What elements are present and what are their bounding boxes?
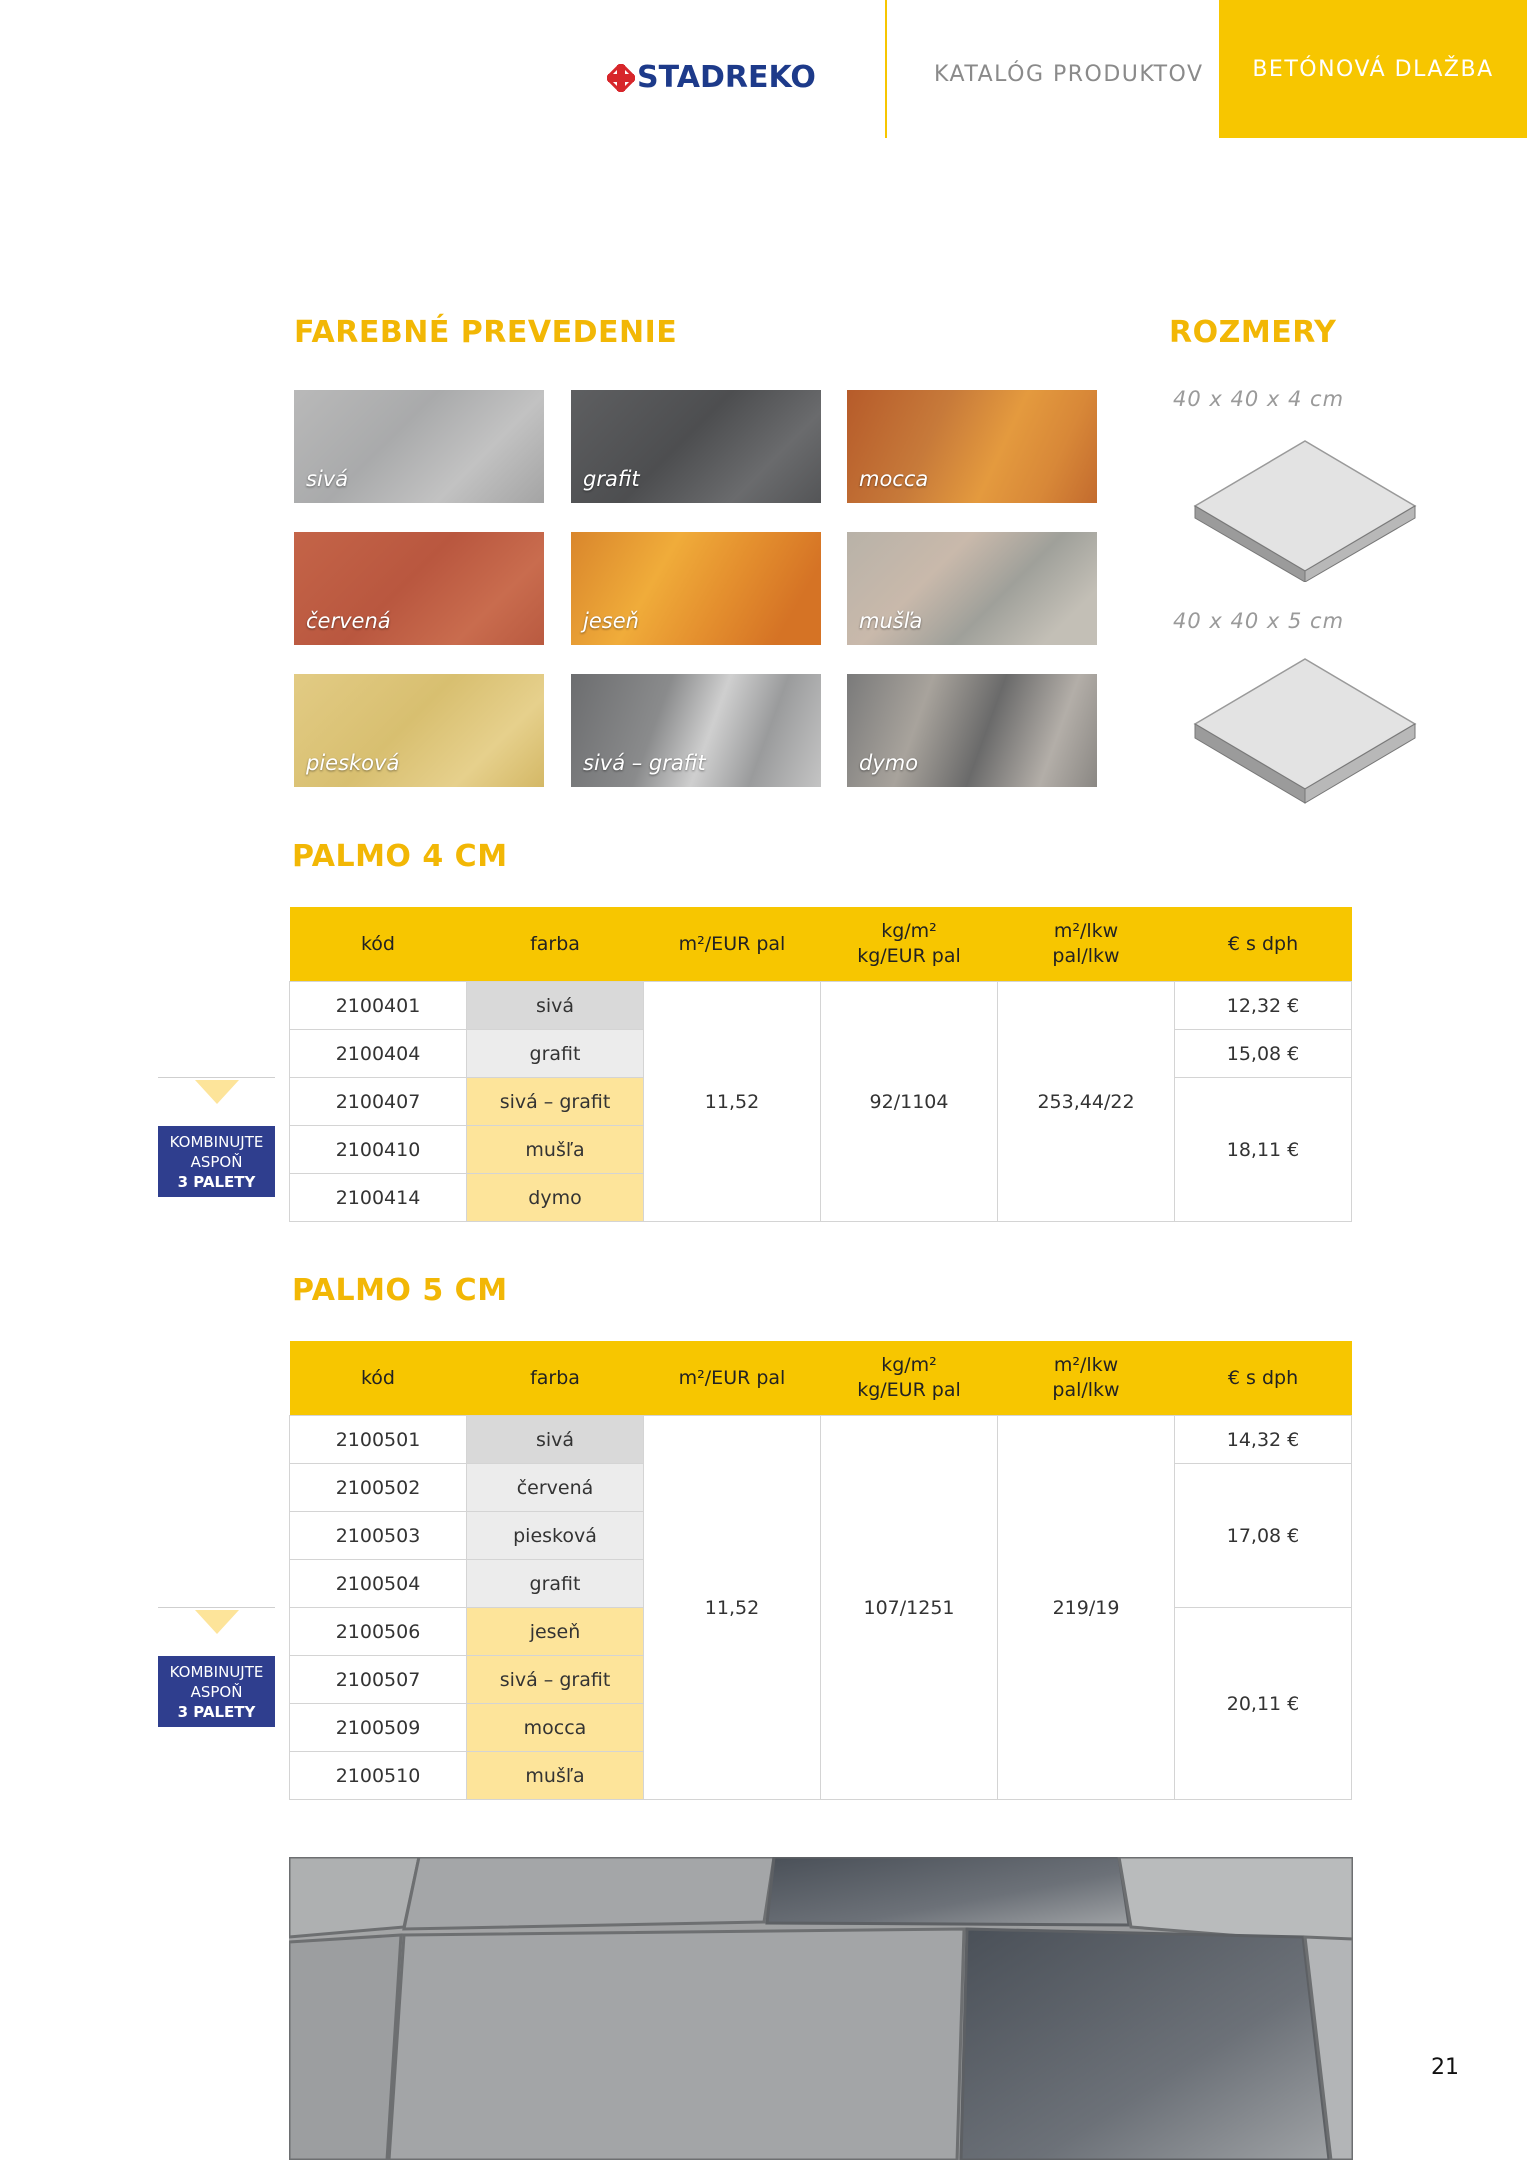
col-header-price: € s dph (1175, 907, 1352, 982)
col-header-farba: farba (467, 907, 644, 982)
swatch-siva-grafit (571, 674, 821, 787)
logo-star-icon (607, 64, 635, 92)
logo-text: STADREKO (637, 60, 816, 95)
page-number: 21 (1431, 2055, 1459, 2080)
swatch-label: dymo (859, 751, 919, 775)
code-cell: 2100404 (290, 1030, 467, 1078)
brand-logo (607, 55, 847, 100)
col-header-kod: kód (290, 907, 467, 982)
color-cell: červená (467, 1464, 644, 1512)
kombinujte-divider (158, 1077, 275, 1078)
kg-cell: 92/1104 (821, 982, 998, 1222)
code-cell: 2100414 (290, 1174, 467, 1222)
kombinujte-badge (158, 1656, 275, 1727)
kombinujte-line3: 3 PALETY (177, 1702, 256, 1721)
paving-photo (289, 1857, 1353, 2160)
swatch-label: piesková (306, 751, 400, 775)
table-row (290, 1416, 1352, 1464)
table-header-row (290, 907, 1352, 982)
swatch-mocca (847, 390, 1097, 503)
swatch-label: mušľa (859, 609, 923, 633)
price-cell: 17,08 € (1175, 1464, 1352, 1608)
price-cell: 14,32 € (1175, 1416, 1352, 1464)
swatch-label: červená (306, 609, 391, 633)
col-header-m2-eur-pal: m²/EUR pal (644, 907, 821, 982)
code-cell: 2100501 (290, 1416, 467, 1464)
kombinujte-arrow-icon (195, 1080, 239, 1104)
color-cell: grafit (467, 1560, 644, 1608)
price-cell: 20,11 € (1175, 1608, 1352, 1800)
paver-4cm-illustration (1190, 436, 1420, 582)
kg-cell: 107/1251 (821, 1416, 998, 1800)
dimension-label: 40 x 40 x 4 cm (1173, 387, 1345, 411)
col-header-kg: kg/m² kg/EUR pal (821, 907, 998, 982)
kombinujte-line2: ASPOŇ (190, 1152, 243, 1171)
swatch-siva (294, 390, 544, 503)
col-header-m2-eur-pal: m²/EUR pal (644, 1341, 821, 1416)
code-cell: 2100407 (290, 1078, 467, 1126)
section-label: BETÓNOVÁ DLAŽBA (1252, 56, 1494, 82)
color-cell: sivá – grafit (467, 1656, 644, 1704)
swatch-label: jeseň (583, 609, 639, 633)
table-header-row (290, 1341, 1352, 1416)
color-cell: sivá – grafit (467, 1078, 644, 1126)
kombinujte-divider (158, 1607, 275, 1608)
kombinujte-arrow-icon (195, 1610, 239, 1634)
code-cell: 2100502 (290, 1464, 467, 1512)
swatch-jesen (571, 532, 821, 645)
code-cell: 2100504 (290, 1560, 467, 1608)
palmo5-title: PALMO 5 CM (292, 1273, 508, 1308)
color-cell: sivá (467, 1416, 644, 1464)
kombinujte-line2: ASPOŇ (190, 1682, 243, 1701)
col-header-price: € s dph (1175, 1341, 1352, 1416)
swatch-dymo (847, 674, 1097, 787)
m2-eur-pal-cell: 11,52 (644, 1416, 821, 1800)
lkw-cell: 219/19 (998, 1416, 1175, 1800)
swatch-pieskova (294, 674, 544, 787)
catalog-label: KATALÓG PRODUKTOV (934, 62, 1204, 87)
col-header-lkw: m²/lkw pal/lkw (998, 1341, 1175, 1416)
col-header-lkw: m²/lkw pal/lkw (998, 907, 1175, 982)
price-cell: 18,11 € (1175, 1078, 1352, 1222)
kombinujte-badge (158, 1126, 275, 1197)
col-header-kg: kg/m² kg/EUR pal (821, 1341, 998, 1416)
palmo4-title: PALMO 4 CM (292, 839, 508, 874)
m2-eur-pal-cell: 11,52 (644, 982, 821, 1222)
price-cell: 15,08 € (1175, 1030, 1352, 1078)
code-cell: 2100507 (290, 1656, 467, 1704)
lkw-cell: 253,44/22 (998, 982, 1175, 1222)
swatch-cervena (294, 532, 544, 645)
color-cell: mocca (467, 1704, 644, 1752)
kombinujte-line1: KOMBINUJTE (169, 1662, 264, 1681)
color-cell: mušľa (467, 1126, 644, 1174)
palmo4-table (289, 907, 1352, 1222)
kombinujte-line3: 3 PALETY (177, 1172, 256, 1191)
kombinujte-line1: KOMBINUJTE (169, 1132, 264, 1151)
col-header-kod: kód (290, 1341, 467, 1416)
section-band (1219, 0, 1527, 138)
color-cell: sivá (467, 982, 644, 1030)
code-cell: 2100506 (290, 1608, 467, 1656)
swatch-label: sivá – grafit (583, 751, 706, 775)
header-divider (885, 0, 887, 138)
swatch-label: sivá (306, 467, 349, 491)
code-cell: 2100509 (290, 1704, 467, 1752)
dimension-label: 40 x 40 x 5 cm (1173, 609, 1345, 633)
color-cell: mušľa (467, 1752, 644, 1800)
palmo5-table (289, 1341, 1352, 1800)
col-header-farba: farba (467, 1341, 644, 1416)
colors-title: FAREBNÉ PREVEDENIE (294, 315, 678, 350)
color-cell: grafit (467, 1030, 644, 1078)
code-cell: 2100503 (290, 1512, 467, 1560)
swatch-label: grafit (583, 467, 640, 491)
code-cell: 2100510 (290, 1752, 467, 1800)
color-cell: piesková (467, 1512, 644, 1560)
swatch-label: mocca (859, 467, 929, 491)
dimensions-title: ROZMERY (1169, 315, 1337, 350)
code-cell: 2100401 (290, 982, 467, 1030)
color-cell: jeseň (467, 1608, 644, 1656)
swatch-musla (847, 532, 1097, 645)
color-cell: dymo (467, 1174, 644, 1222)
table-row (290, 982, 1352, 1030)
paver-5cm-illustration (1190, 656, 1420, 804)
code-cell: 2100410 (290, 1126, 467, 1174)
price-cell: 12,32 € (1175, 982, 1352, 1030)
swatch-grafit (571, 390, 821, 503)
